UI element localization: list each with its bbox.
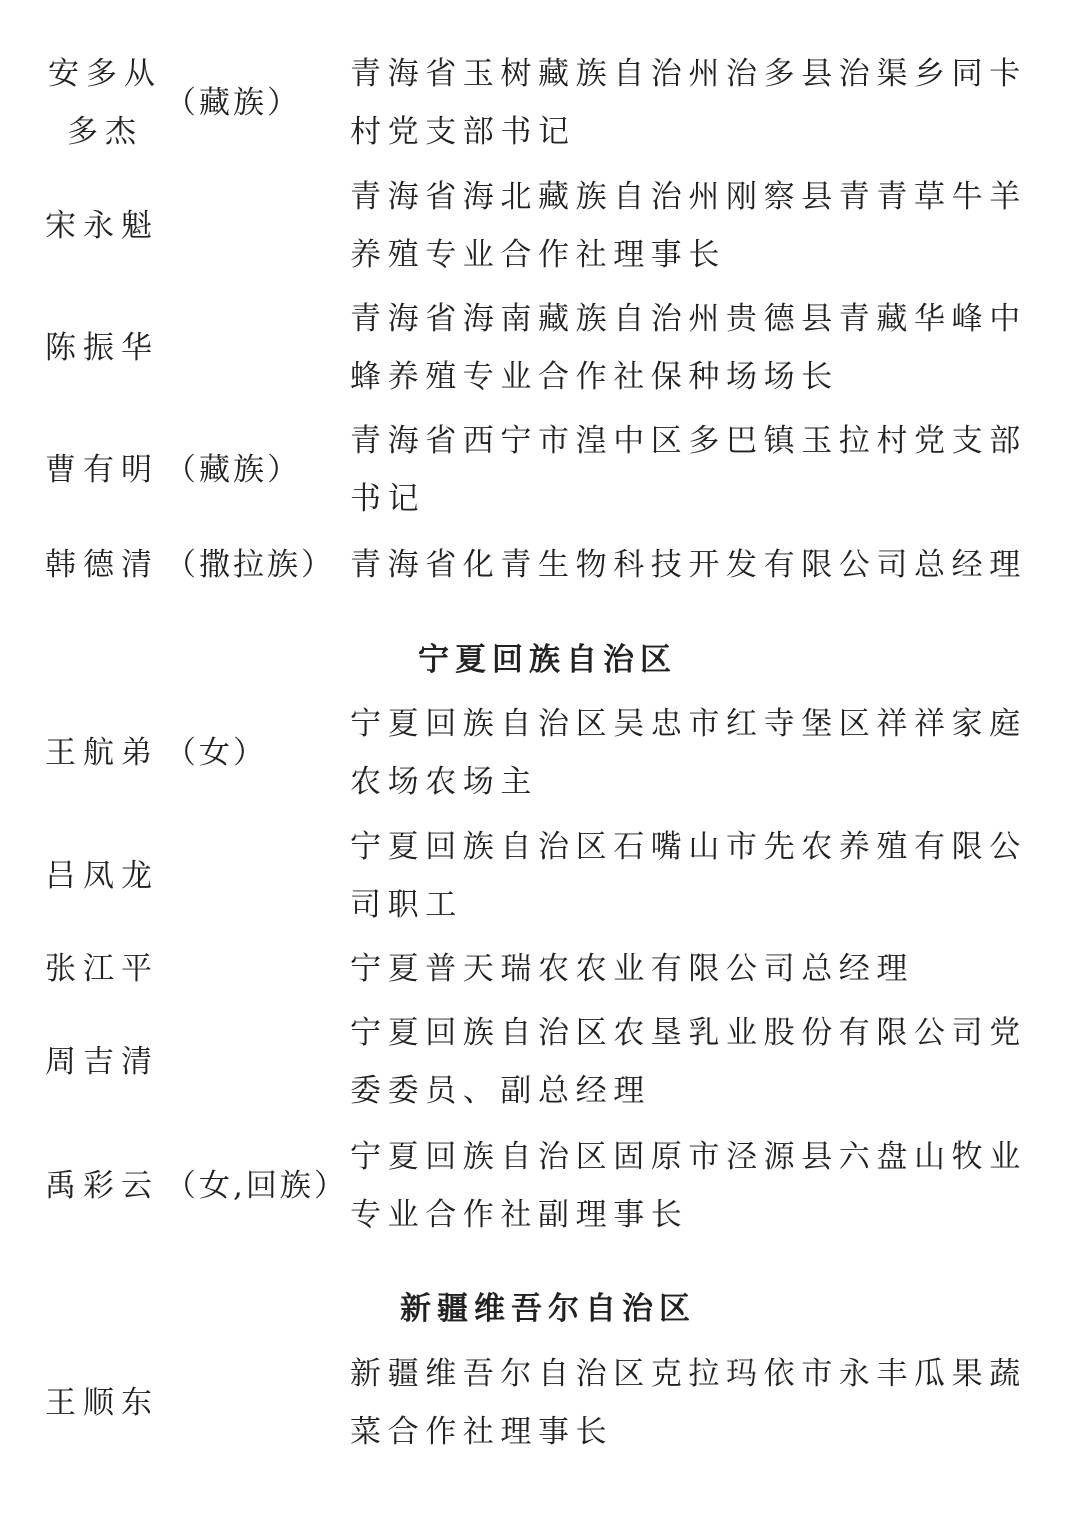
person-description: 宁夏回族自治区农垦乳业股份有限公司党委委员、副总经理 xyxy=(350,1015,1027,1109)
person-description: 宁夏普天瑞农农业有限公司总经理 xyxy=(350,951,914,987)
person-description: 宁夏回族自治区石嘴山市先农养殖有限公司职工 xyxy=(350,829,1027,923)
person-description: 宁夏回族自治区固原市泾源县六盘山牧业专业合作社副理事长 xyxy=(350,1139,1027,1233)
person-name: 周吉清 xyxy=(45,1044,159,1080)
section-heading-ningxia: 宁夏回族自治区 xyxy=(418,642,677,678)
person-description: 青海省海南藏族自治州贵德县青藏华峰中蜂养殖专业合作社保种场场长 xyxy=(350,301,1027,395)
person-name: 韩德清 xyxy=(45,547,159,583)
person-name-line2: 多杰 xyxy=(67,114,143,150)
person-description: 新疆维吾尔自治区克拉玛依市永丰瓜果蔬菜合作社理事长 xyxy=(350,1356,1027,1450)
section-heading-xinjiang: 新疆维吾尔自治区 xyxy=(400,1291,696,1327)
person-description: 青海省西宁市湟中区多巴镇玉拉村党支部书记 xyxy=(350,423,1027,517)
person-ethnicity: （藏族） xyxy=(165,85,301,121)
person-name xyxy=(45,45,165,161)
person-name: 曹有明 xyxy=(45,452,159,488)
person-name: 宋永魁 xyxy=(45,208,159,244)
person-name: 张江平 xyxy=(45,951,159,987)
person-name: 王顺东 xyxy=(45,1385,159,1421)
person-name: 禹彩云 xyxy=(45,1168,159,1204)
person-ethnicity: （女,回族） xyxy=(165,1168,348,1204)
person-ethnicity: （撒拉族） xyxy=(165,547,335,583)
person-ethnicity: （女） xyxy=(165,735,267,771)
person-name-line1: 安多从 xyxy=(48,56,162,92)
person-description: 青海省化青生物科技开发有限公司总经理 xyxy=(350,547,1027,583)
person-description: 青海省玉树藏族自治州治多县治渠乡同卡村党支部书记 xyxy=(350,56,1027,150)
person-ethnicity: （藏族） xyxy=(165,452,301,488)
person-description: 青海省海北藏族自治州刚察县青青草牛羊养殖专业合作社理事长 xyxy=(350,179,1027,273)
person-name: 王航弟 xyxy=(45,735,159,771)
person-name: 陈振华 xyxy=(45,330,159,366)
person-description: 宁夏回族自治区吴忠市红寺堡区祥祥家庭农场农场主 xyxy=(350,706,1027,800)
person-name: 吕凤龙 xyxy=(45,858,159,894)
